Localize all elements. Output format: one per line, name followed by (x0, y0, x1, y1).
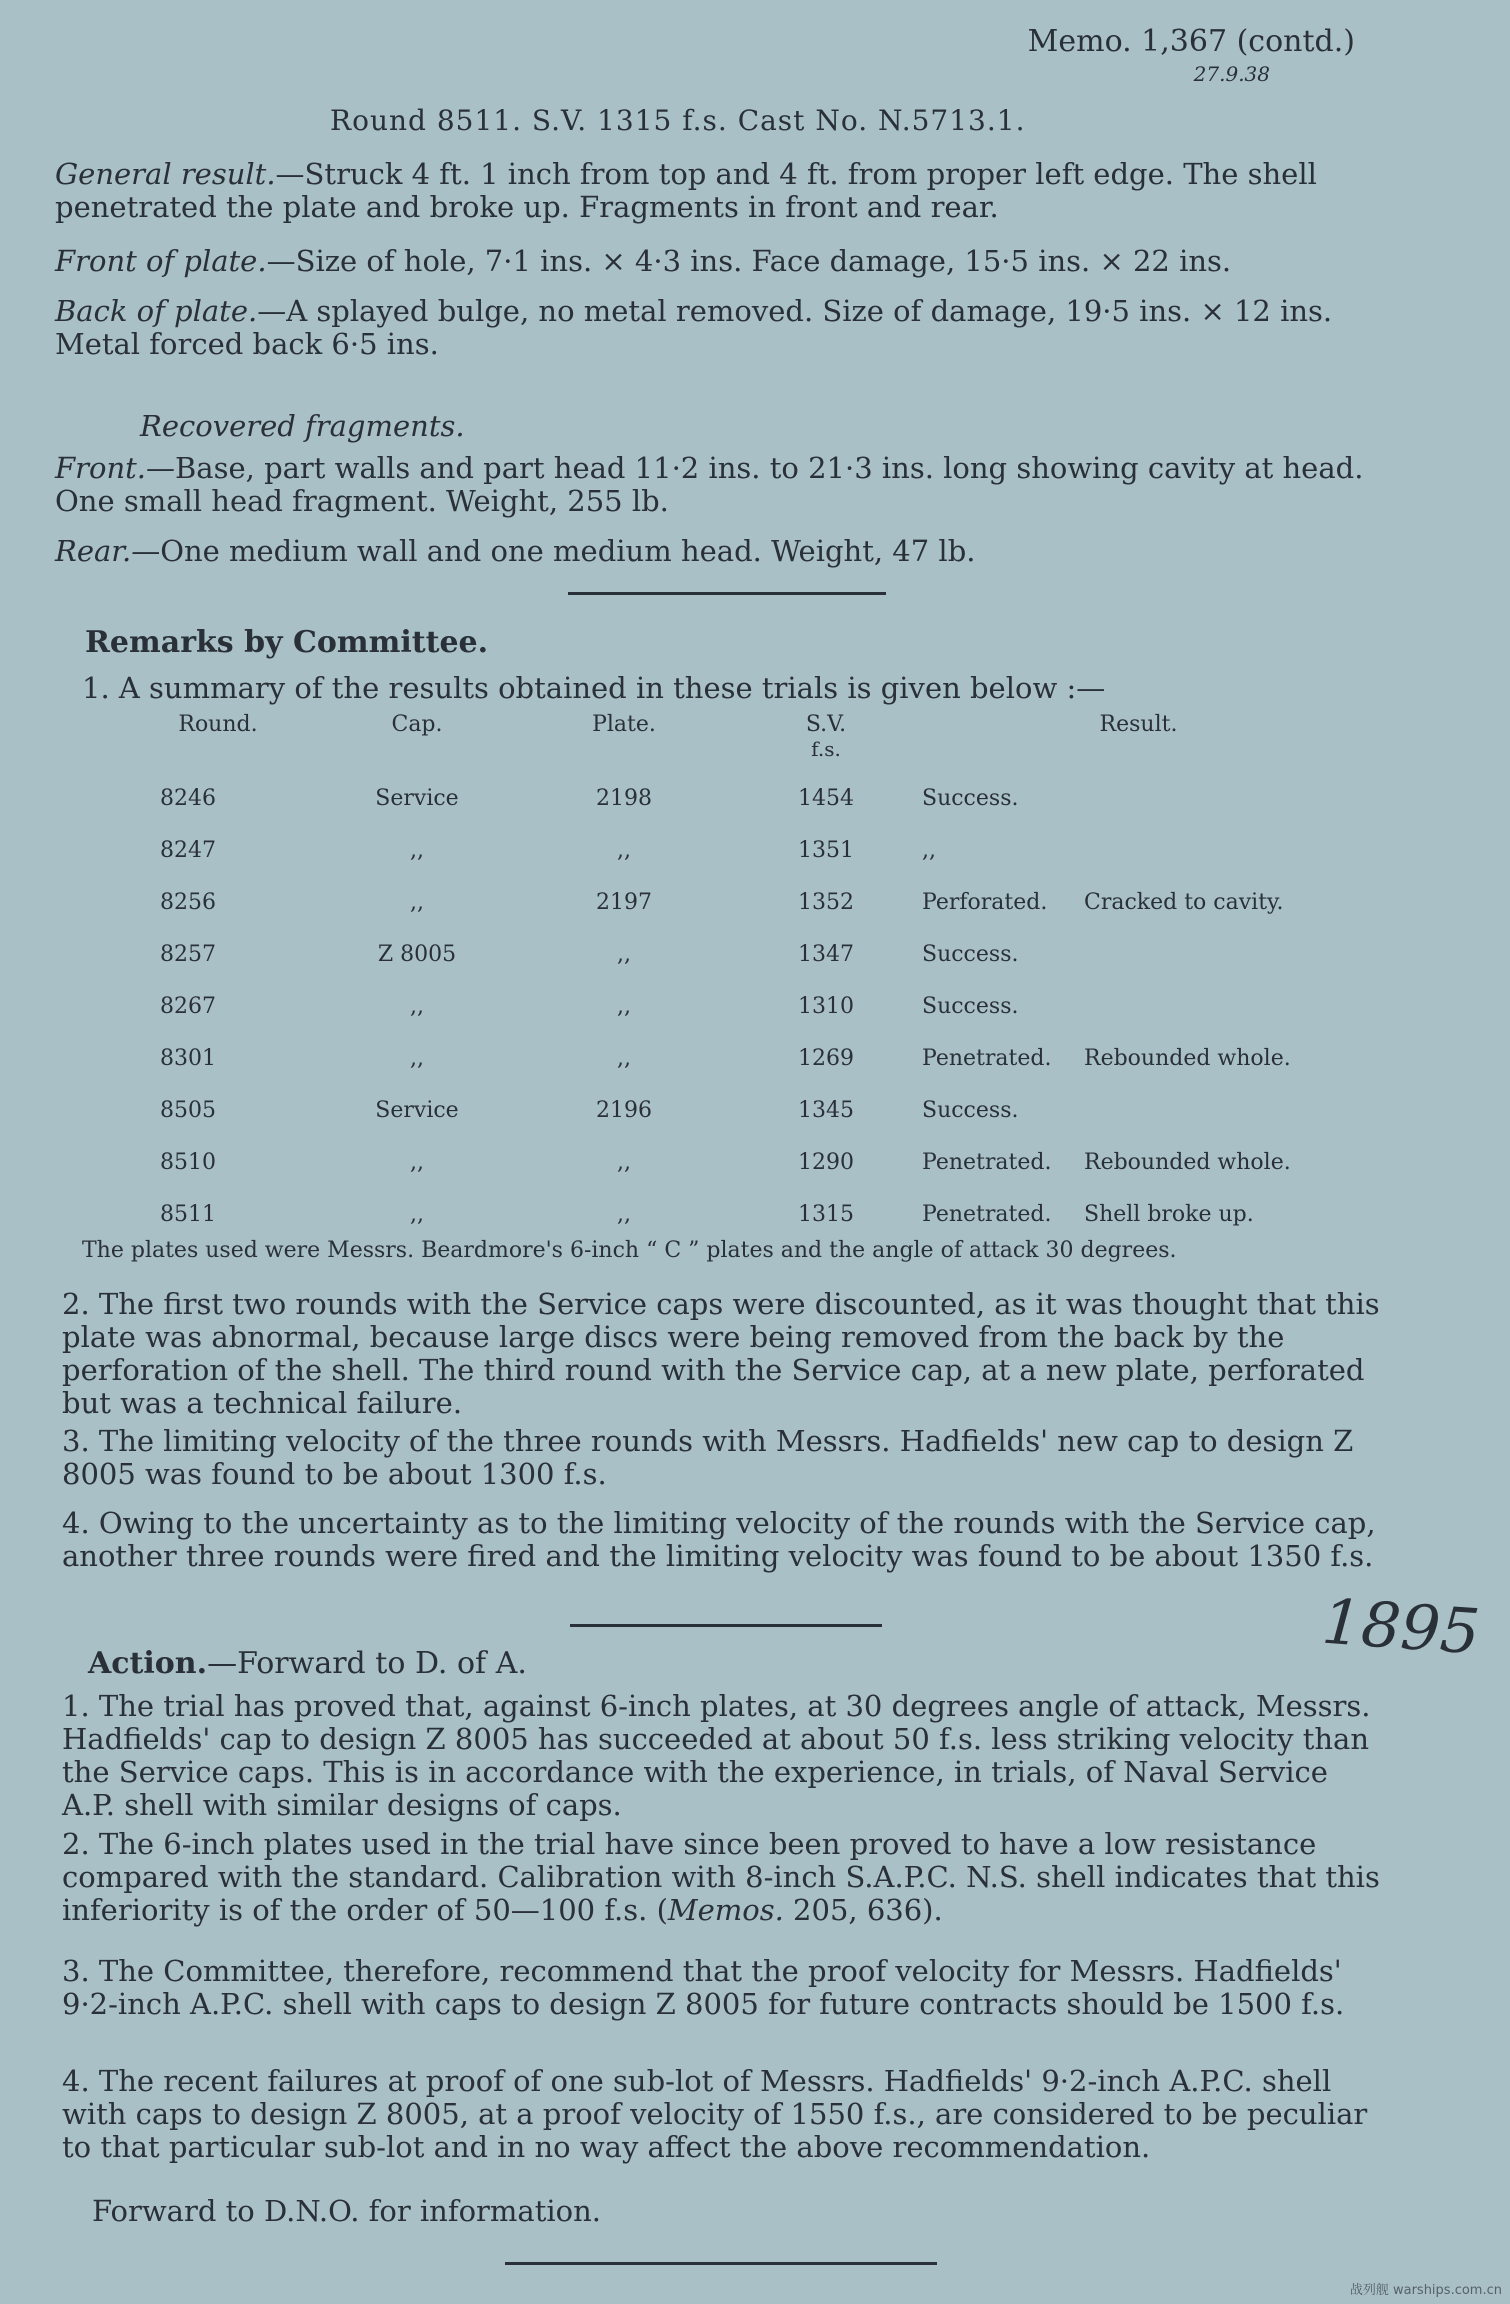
cell-sv: 1315 (798, 1201, 854, 1227)
remarks-paragraph-3: 3. The limiting velocity of the three rounds with Messrs. Hadfields' new cap to design Z 8005 was found to be about 1300 f.s. (62, 1424, 1354, 1491)
table-row (120, 980, 1355, 1032)
cell-round: 8246 (160, 785, 216, 811)
remarks-paragraph-1: 1. A summary of the results obtained in these trials is given below :— (82, 671, 1106, 705)
fragments-front-label: Front. (55, 451, 146, 485)
cell-round: 8505 (160, 1097, 216, 1123)
cell-result-detail (1083, 1084, 1355, 1136)
table-row (120, 1136, 1355, 1188)
cell-result: Success. (922, 941, 1019, 967)
cell-cap: ,, (410, 837, 424, 863)
cell-plate: ,, (617, 1201, 631, 1227)
action-paragraph-3: 3. The Committee, therefore, recommend that the proof velocity for Messrs. Hadfields' 9·2-inch A.P.C. shell with caps to design Z 8005 for future contracts should be 1500 f.s. (62, 1954, 1345, 2021)
action-label: Action. (88, 1646, 208, 1681)
cell-plate: 2198 (596, 785, 652, 811)
cell-round: 8247 (160, 837, 216, 863)
cell-cap: Z 8005 (377, 941, 457, 967)
action-text: —Forward to D. of A. (207, 1646, 527, 1681)
watermark-footer: 战列舰 warships.com.cn (1349, 2283, 1502, 2298)
cell-sv: 1352 (798, 889, 854, 915)
cell-result-detail (1083, 928, 1355, 980)
cell-sv: 1345 (798, 1097, 854, 1123)
cell-result: Perforated. (922, 889, 1048, 915)
divider-rule (570, 1624, 882, 1627)
cell-plate: ,, (617, 941, 631, 967)
handwritten-number: 1895 (1319, 1584, 1483, 1669)
cell-result: Penetrated. (922, 1149, 1052, 1175)
recovered-fragments-heading: Recovered fragments. (140, 409, 465, 443)
cell-result-detail: Rebounded whole. (1084, 1045, 1291, 1071)
fragments-front (55, 452, 1385, 518)
fragments-rear (55, 535, 1385, 568)
cell-sv: 1290 (798, 1149, 854, 1175)
back-of-plate-text: —A splayed bulge, no metal removed. Size of damage, 19·5 ins. × 12 ins. Metal forced back 6·5 ins. (55, 294, 1333, 361)
cell-round: 8511 (160, 1201, 216, 1227)
cell-round: 8257 (160, 941, 216, 967)
cell-sv: 1269 (798, 1045, 854, 1071)
round-heading: Round 8511. S.V. 1315 f.s. Cast No. N.5713.1. (330, 104, 1026, 137)
header-result: Result. (1099, 712, 1178, 737)
cell-result-detail: Rebounded whole. (1084, 1149, 1291, 1175)
general-result (55, 158, 1385, 224)
front-of-plate-label: Front of plate. (55, 244, 267, 278)
cell-cap: ,, (410, 993, 424, 1019)
action-heading (88, 1646, 527, 1681)
table-body (120, 772, 1355, 1240)
cell-result: Success. (922, 993, 1019, 1019)
cell-sv: 1347 (798, 941, 854, 967)
forward-line: Forward to D.N.O. for information. (92, 2194, 601, 2228)
cell-plate: 2196 (596, 1097, 652, 1123)
general-result-label: General result. (55, 157, 276, 191)
cell-cap: ,, (410, 1201, 424, 1227)
table-row (120, 1032, 1355, 1084)
cell-result: ,, (922, 837, 936, 863)
cell-plate: ,, (617, 837, 631, 863)
back-of-plate-label: Back of plate. (55, 294, 258, 328)
divider-rule (505, 2262, 937, 2265)
remarks-paragraph-2: 2. The first two rounds with the Service caps were discounted, as it was thought that this plate was abnormal, because large discs were being removed from the back by the perforation of the shell. The third round with the Service cap, at a new plate, perforated but was a technical failure. (62, 1287, 1380, 1420)
table-header-row (120, 712, 1355, 772)
divider-rule (568, 592, 886, 595)
cell-plate: ,, (617, 993, 631, 1019)
cell-result-detail: Cracked to cavity. (1084, 889, 1284, 915)
cell-sv: 1310 (798, 993, 854, 1019)
fragments-front-text: —Base, part walls and part head 11·2 ins. to 21·3 ins. long showing cavity at head. One small head fragment. Weight, 255 lb. (55, 451, 1364, 518)
cell-round: 8301 (160, 1045, 216, 1071)
cell-result-detail (1083, 980, 1355, 1032)
table-row (120, 876, 1355, 928)
action-paragraph-2: 2. The 6-inch plates used in the trial have since been proved to have a low resistance compared with the standard. Calibration with 8-inch S.A.P.C. N.S. shell indicates that this inferiority is of the order of 50—100 f.s. (Memos. 205, 636). (62, 1827, 1380, 1927)
cell-plate: 2197 (596, 889, 652, 915)
header-round: Round. (178, 712, 258, 737)
memo-date: 27.9.38 (1193, 62, 1270, 86)
fragments-rear-text: —One medium wall and one medium head. Weight, 47 lb. (131, 534, 976, 568)
memo-number: Memo. 1,367 (contd.) (1027, 24, 1355, 59)
front-of-plate (55, 245, 1385, 278)
cell-result-detail (1083, 824, 1355, 876)
cell-result: Success. (922, 1097, 1019, 1123)
table-row (120, 1084, 1355, 1136)
cell-cap: ,, (410, 1045, 424, 1071)
cell-result: Penetrated. (922, 1045, 1052, 1071)
remarks-paragraph-4: 4. Owing to the uncertainty as to the limiting velocity of the rounds with the Service cap, another three rounds were fired and the limiting velocity was found to be about 1350 f.s. (62, 1506, 1376, 1573)
cell-cap: ,, (410, 1149, 424, 1175)
header-cap: Cap. (391, 712, 443, 737)
front-of-plate-text: —Size of hole, 7·1 ins. × 4·3 ins. Face damage, 15·5 ins. × 22 ins. (266, 244, 1232, 278)
fragments-rear-label: Rear. (55, 534, 132, 568)
table-row (120, 772, 1355, 824)
remarks-heading: Remarks by Committee. (85, 625, 489, 660)
cell-plate: ,, (617, 1045, 631, 1071)
cell-round: 8510 (160, 1149, 216, 1175)
cell-result: Success. (922, 785, 1019, 811)
header-plate: Plate. (592, 712, 656, 737)
cell-cap: ,, (410, 889, 424, 915)
back-of-plate (55, 295, 1385, 361)
cell-result: Penetrated. (922, 1201, 1052, 1227)
cell-plate: ,, (617, 1149, 631, 1175)
action-paragraph-1: 1. The trial has proved that, against 6-inch plates, at 30 degrees angle of attack, Messrs. Hadfields' cap to design Z 8005 has succeeded at about 50 f.s. less striking velocity than the Service caps. This is in accordance with the experience, in trials, of Naval Service A.P. shell with similar designs of caps. (62, 1689, 1371, 1822)
cell-result-detail: Shell broke up. (1084, 1201, 1254, 1227)
results-summary-table (120, 712, 1355, 1240)
cell-sv: 1351 (798, 837, 854, 863)
cell-sv: 1454 (798, 785, 854, 811)
cell-round: 8256 (160, 889, 216, 915)
table-row (120, 1188, 1355, 1240)
cell-cap: Service (375, 785, 459, 811)
header-sv: S.V. f.s. (805, 712, 847, 761)
cell-cap: Service (375, 1097, 459, 1123)
cell-result-detail (1083, 772, 1355, 824)
cell-round: 8267 (160, 993, 216, 1019)
table-row (120, 928, 1355, 980)
table-row (120, 824, 1355, 876)
plates-note: The plates used were Messrs. Beardmore's 6-inch “ C ” plates and the angle of attack 30 degrees. (82, 1238, 1177, 1263)
action-paragraph-4: 4. The recent failures at proof of one sub-lot of Messrs. Hadfields' 9·2-inch A.P.C. shell with caps to design Z 8005, at a proof velocity of 1550 f.s., are considered to be peculiar to that particular sub-lot and in no way affect the above recommendation. (62, 2064, 1368, 2164)
general-result-text: —Struck 4 ft. 1 inch from top and 4 ft. from proper left edge. The shell penetrated the plate and broke up. Fragments in front and rear. (55, 157, 1317, 224)
